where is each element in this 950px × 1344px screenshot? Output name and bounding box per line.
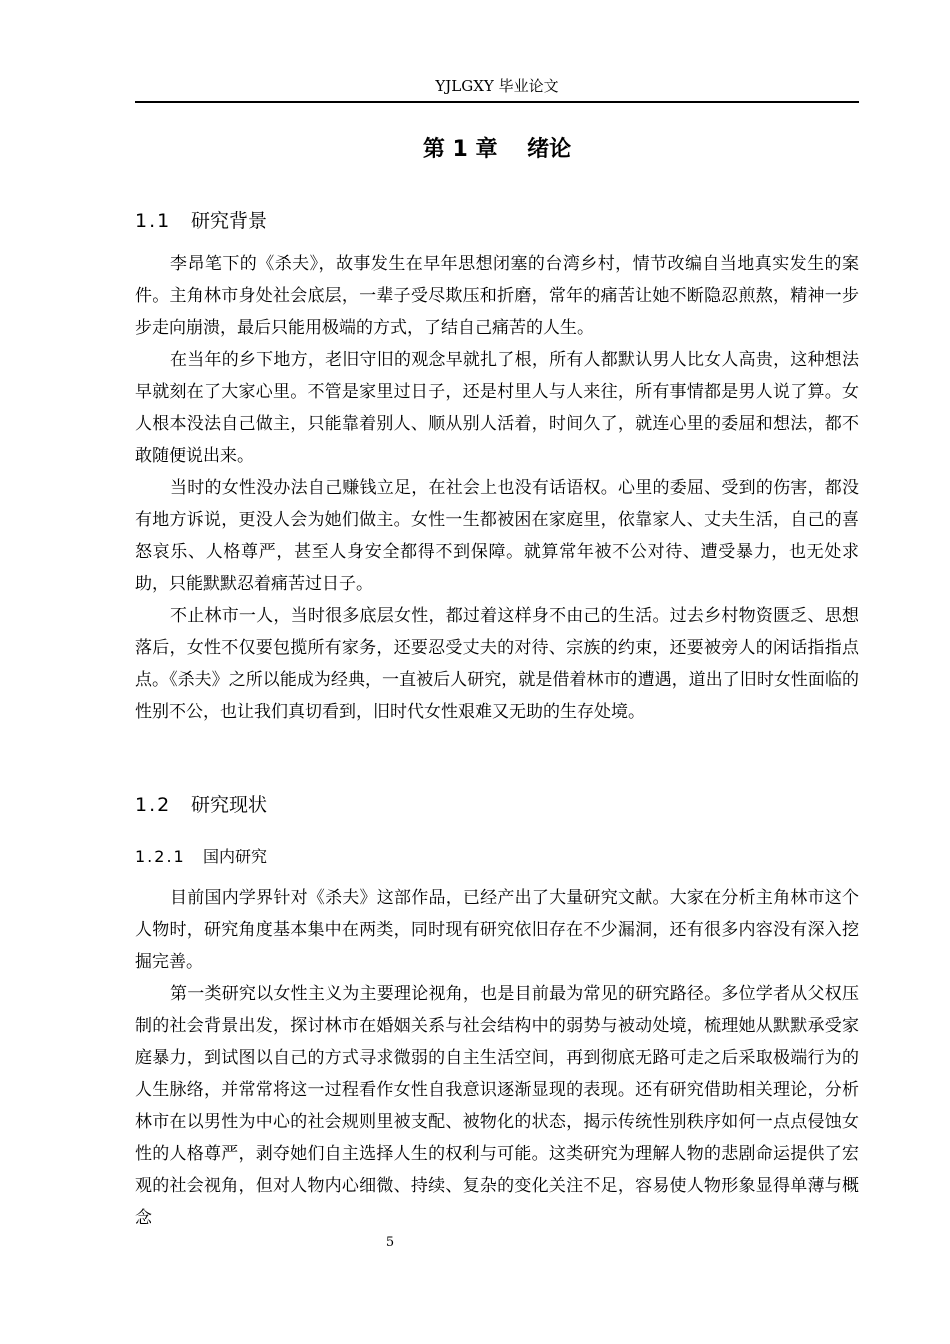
header-divider bbox=[135, 101, 859, 103]
subsection-heading-domestic bbox=[135, 846, 859, 868]
running-header: YJLGXY 毕业论文 bbox=[435, 77, 559, 95]
section-number: 1.1 bbox=[135, 210, 172, 232]
subsection-title: 国内研究 bbox=[203, 847, 268, 866]
paragraph-3: 当时的女性没办法自己赚钱立足，在社会上也没有话语权。心里的委屈、受到的伤害，都没有地方诉说，更没人会为她们做主。女性一生都被困在家庭里，依靠家人、丈夫生活，自己的喜怒哀乐、人格尊严，甚至人身安全都得不到保障。就算常年被不公对待、遭受暴力，也无处求助，只能默默忍着痛苦过日子。 bbox=[135, 478, 859, 594]
section-title: 研究背景 bbox=[191, 210, 268, 232]
paragraph-6: 第一类研究以女性主义为主要理论视角，也是目前最为常见的研究路径。多位学者从父权压制的社会背景出发，探讨林市在婚姻关系与社会结构中的弱势与被动处境，梳理她从默默承受家庭暴力，到试图以自己的方式寻求微弱的自主生活空间，再到彻底无路可走之后采取极端行为的人生脉络，并常常将这一过程看作女性自我意识逐渐显现的表现。还有研究借助相关理论，分析林市在以男性为中心的社会规则里被支配、被物化的状态，揭示传统性别秩序如何一点点侵蚀女性的人格尊严，剥夺她们自主选择人生的权利与可能。这类研究为理解人物的悲剧命运提供了宏观的社会视角，但对人物内心细微、持续、复杂的变化关注不足，容易使人物形象显得单薄与概念 bbox=[135, 984, 859, 1228]
chapter-title: 第 1 章 绪论 bbox=[422, 137, 572, 162]
page-number: 5 bbox=[385, 1235, 395, 1250]
paragraph-5: 目前国内学界针对《杀夫》这部作品，已经产出了大量研究文献。大家在分析主角林市这个人物时，研究角度基本集中在两类，同时现有研究依旧存在不少漏洞，还有很多内容没有深入挖掘完善。 bbox=[135, 888, 859, 972]
paragraph-1: 李昂笔下的《杀夫》，故事发生在早年思想闭塞的台湾乡村，情节改编自当地真实发生的案件。主角林市身处社会底层，一辈子受尽欺压和折磨，常年的痛苦让她不断隐忍煎熬，精神一步步走向崩溃，最后只能用极端的方式，了结自己痛苦的人生。 bbox=[135, 254, 859, 338]
subsection-number: 1.2.1 bbox=[135, 847, 186, 866]
paragraph-2: 在当年的乡下地方，老旧守旧的观念早就扎了根，所有人都默认男人比女人高贵，这种想法早就刻在了大家心里。不管是家里过日子，还是村里人与人来往，所有事情都是男人说了算。女人根本没法自己做主，只能靠着别人、顺从别人活着，时间久了，就连心里的委屈和想法，都不敢随便说出来。 bbox=[135, 350, 859, 466]
section-heading-background bbox=[135, 208, 859, 234]
section-heading-status bbox=[135, 792, 859, 818]
paragraph-4: 不止林市一人，当时很多底层女性，都过着这样身不由己的生活。过去乡村物资匮乏、思想落后，女性不仅要包揽所有家务，还要忍受丈夫的对待、宗族的约束，还要被旁人的闲话指指点点。《杀夫》之所以能成为经典，一直被后人研究，就是借着林市的遭遇，道出了旧时女性面临的性别不公，也让我们真切看到，旧时代女性艰难又无助的生存处境。 bbox=[135, 606, 859, 722]
section-number: 1.2 bbox=[135, 794, 172, 816]
section-title: 研究现状 bbox=[191, 794, 268, 816]
